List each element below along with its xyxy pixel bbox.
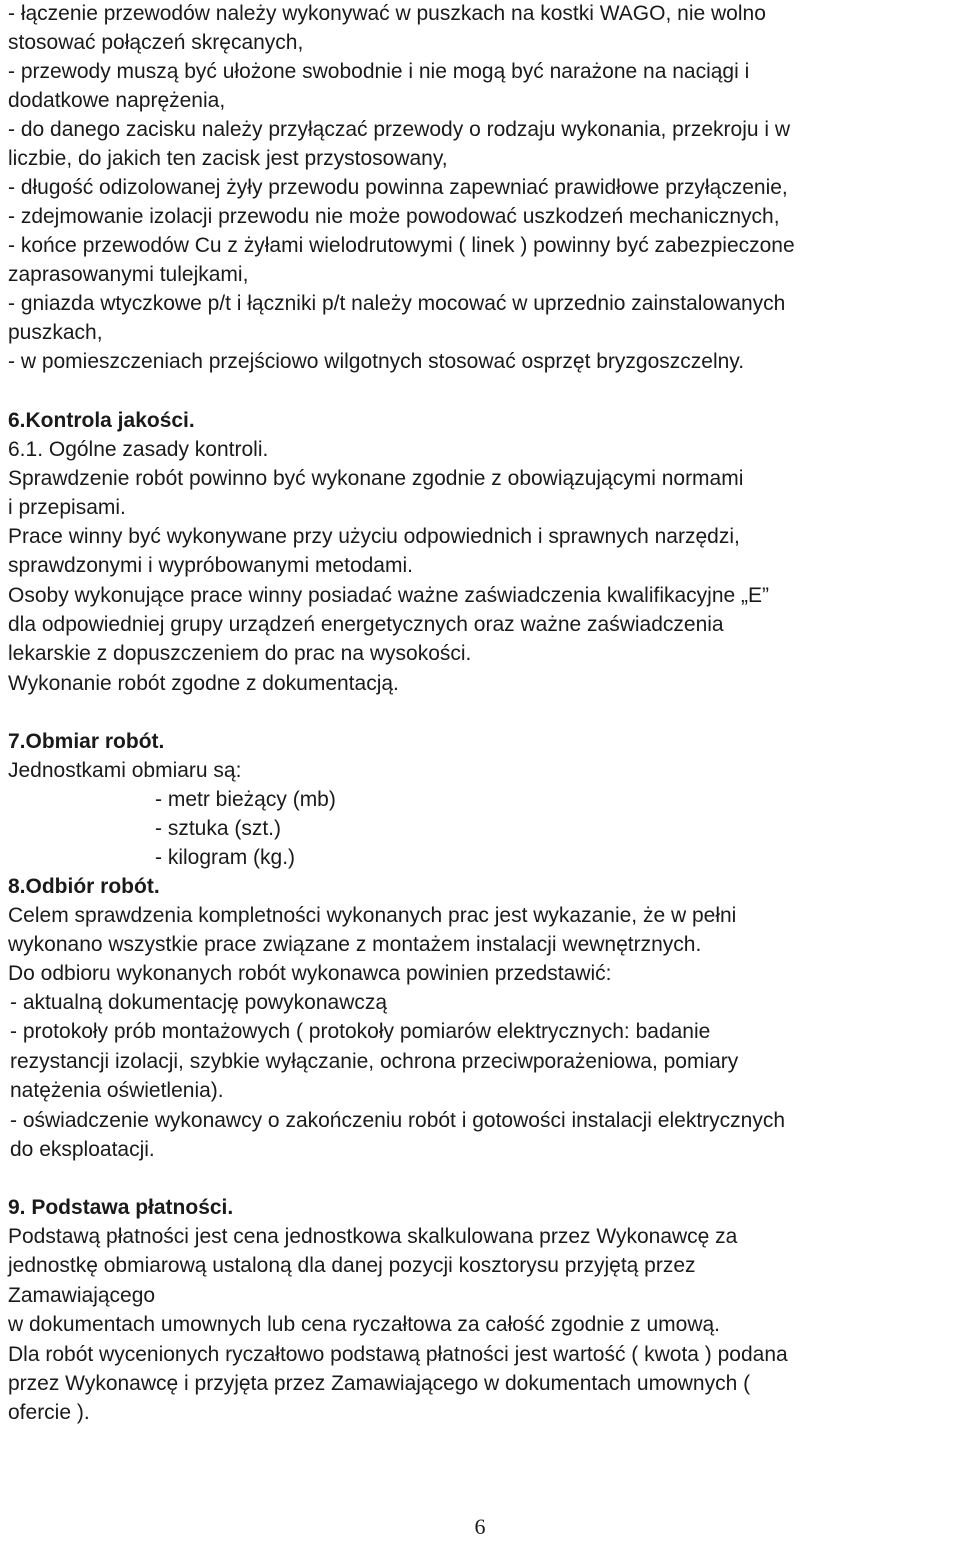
text-line: - łączenie przewodów należy wykonywać w puszkach na kostki WAGO, nie wolno xyxy=(8,2,766,25)
text-line: Osoby wykonujące prace winny posiadać ważne zaświadczenia kwalifikacyjne „E” xyxy=(8,584,770,607)
text-line: ofercie ). xyxy=(8,1401,90,1424)
text-line: Wykonanie robót zgodne z dokumentacją. xyxy=(8,672,399,695)
text-line: dodatkowe naprężenia, xyxy=(8,89,226,112)
subsection-heading: 6.1. Ogólne zasady kontroli. xyxy=(8,438,269,461)
page-number: 6 xyxy=(474,1514,486,1539)
text-line: w dokumentach umownych lub cena ryczałtowa za całość zgodnie z umową. xyxy=(8,1313,721,1336)
text-line: rezystancji izolacji, szybkie wyłączanie, ochrona przeciwporażeniowa, pomiary xyxy=(10,1050,739,1073)
text-line: Do odbioru wykonanych robót wykonawca powinien przedstawić: xyxy=(8,962,612,985)
text-line: - końce przewodów Cu z żyłami wielodrutowymi ( linek ) powinny być zabezpieczone xyxy=(8,234,795,257)
text-line: i przepisami. xyxy=(8,496,126,519)
text-line: jednostkę obmiarową ustaloną dla danej pozycji kosztorysu przyjętą przez xyxy=(8,1254,696,1277)
text-line: Prace winny być wykonywane przy użyciu odpowiednich i sprawnych narzędzi, xyxy=(8,525,740,548)
text-line: wykonano wszystkie prace związane z montażem instalacji wewnętrznych. xyxy=(8,933,702,956)
text-line: - aktualną dokumentację powykonawczą xyxy=(10,991,388,1014)
text-line: Zamawiającego xyxy=(8,1284,156,1307)
text-line: - oświadczenie wykonawcy o zakończeniu robót i gotowości instalacji elektrycznych xyxy=(10,1109,786,1132)
section-heading: 8.Odbiór robót. xyxy=(8,875,160,898)
text-line: - gniazda wtyczkowe p/t i łączniki p/t należy mocować w uprzednio zainstalowanych xyxy=(8,292,786,315)
text-line: Jednostkami obmiaru są: xyxy=(8,759,242,782)
text-line: puszkach, xyxy=(8,321,103,344)
text-line: - zdejmowanie izolacji przewodu nie może powodować uszkodzeń mechanicznych, xyxy=(8,205,780,228)
text-line: do eksploatacji. xyxy=(10,1138,155,1161)
text-line: - przewody muszą być ułożone swobodnie i nie mogą być narażone na naciągi i xyxy=(8,60,750,83)
text-line: - do danego zacisku należy przyłączać przewody o rodzaju wykonania, przekroju i w xyxy=(8,118,791,141)
text-line: natężenia oświetlenia). xyxy=(10,1079,224,1102)
list-item: - metr bieżący (mb) xyxy=(155,788,336,811)
section-heading: 9. Podstawa płatności. xyxy=(8,1196,234,1219)
text-line: Sprawdzenie robót powinno być wykonane zgodnie z obowiązującymi normami xyxy=(8,467,744,490)
text-line: lekarskie z dopuszczeniem do prac na wysokości. xyxy=(8,642,472,665)
text-line: sprawdzonymi i wypróbowanymi metodami. xyxy=(8,554,413,577)
text-line: - w pomieszczeniach przejściowo wilgotnych stosować osprzęt bryzgoszczelny. xyxy=(8,350,745,373)
text-line: - protokoły prób montażowych ( protokoły pomiarów elektrycznych: badanie xyxy=(10,1020,711,1043)
text-line: - długość odizolowanej żyły przewodu powinna zapewniać prawidłowe przyłączenie, xyxy=(8,176,788,199)
text-line: dla odpowiedniej grupy urządzeń energetycznych oraz ważne zaświadczenia xyxy=(8,613,724,636)
text-line: Podstawą płatności jest cena jednostkowa skalkulowana przez Wykonawcę za xyxy=(8,1225,738,1248)
text-line: liczbie, do jakich ten zacisk jest przystosowany, xyxy=(8,147,448,170)
text-line: Celem sprawdzenia kompletności wykonanych prac jest wykazanie, że w pełni xyxy=(8,904,737,927)
list-item: - sztuka (szt.) xyxy=(155,817,282,840)
section-heading: 6.Kontrola jakości. xyxy=(8,409,195,432)
section-heading: 7.Obmiar robót. xyxy=(8,730,165,753)
text-line: zaprasowanymi tulejkami, xyxy=(8,263,249,286)
text-line: stosować połączeń skręcanych, xyxy=(8,31,304,54)
text-line: Dla robót wycenionych ryczałtowo podstawą płatności jest wartość ( kwota ) podana xyxy=(8,1343,788,1366)
list-item: - kilogram (kg.) xyxy=(155,846,296,869)
text-line: przez Wykonawcę i przyjęta przez Zamawiającego w dokumentach umownych ( xyxy=(8,1372,751,1395)
